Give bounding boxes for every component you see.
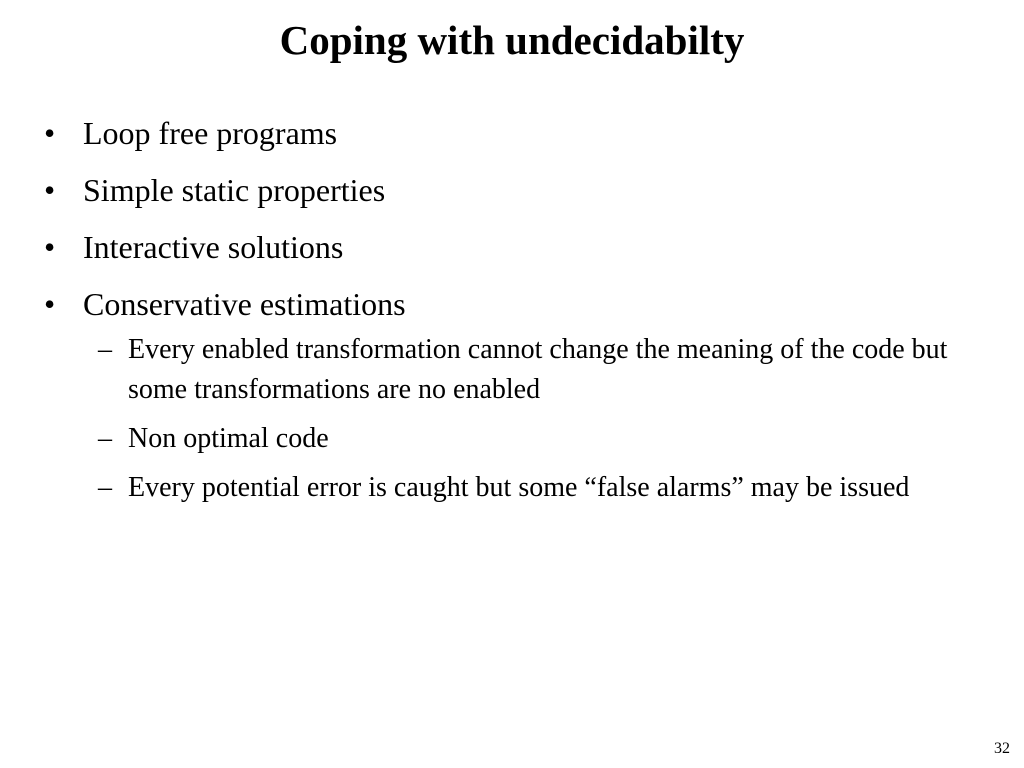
bullet-marker: •: [44, 229, 56, 265]
sub-bullet-text: Every potential error is caught but some “false alarms” may be issued: [128, 472, 910, 503]
sub-bullet-text: Every enabled transformation cannot change the meaning of the code but some transformations are no enabled: [128, 334, 948, 405]
bullet-text: Conservative estimations: [83, 286, 406, 322]
bullet-list: [0, 111, 1024, 517]
sub-bullet-list: [0, 330, 1024, 508]
bullet-marker: •: [44, 286, 56, 322]
sub-list-container: [0, 330, 1024, 508]
sub-bullet-marker: –: [98, 472, 112, 503]
bullet-marker: •: [44, 172, 56, 208]
sub-bullet-item: [0, 419, 1024, 459]
sub-bullet-item: [0, 468, 1024, 508]
sub-bullet-marker: –: [98, 334, 112, 365]
bullet-marker: •: [44, 115, 56, 151]
slide-title: Coping with undecidabilty: [279, 17, 745, 63]
bullet-item: [0, 225, 1024, 269]
bullet-item: [0, 111, 1024, 155]
sub-bullet-marker: –: [98, 423, 112, 454]
bullet-text: Simple static properties: [83, 172, 386, 208]
page-number: 32: [994, 740, 1010, 757]
bullet-text: Loop free programs: [83, 115, 338, 151]
bullet-text: Interactive solutions: [83, 229, 344, 265]
sub-bullet-text: Non optimal code: [128, 423, 329, 454]
bullet-item: [0, 168, 1024, 212]
bullet-item: [0, 282, 1024, 326]
sub-bullet-item: [0, 330, 1024, 410]
